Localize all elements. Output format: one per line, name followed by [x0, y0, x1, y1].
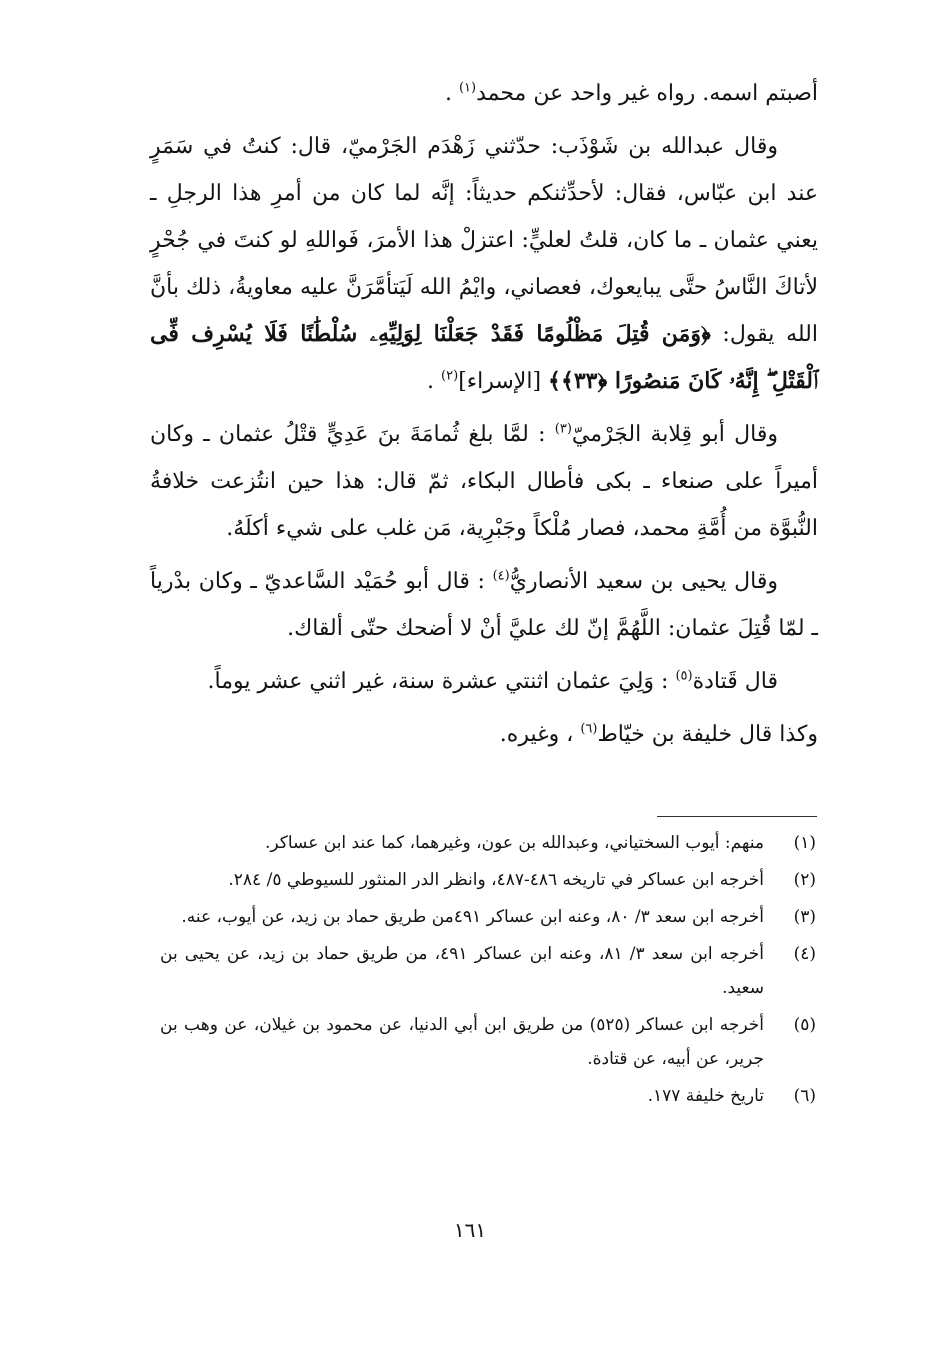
- footnote-text: أخرجه ابن عساكر (٥٢٥) من طريق ابن أبي الدنيا، عن محمود بن غيلان، عن وهب بن جرير، عن أبيه، عن قتادة.: [160, 1015, 764, 1069]
- paragraph-1-tail: .: [444, 81, 459, 106]
- footnote-5: [160, 1008, 816, 1076]
- footnote-ref-3: (٣): [554, 421, 572, 437]
- footnote-ref-4: (٤): [492, 568, 510, 584]
- paragraph-5-text: قال قَتادة: [692, 669, 778, 694]
- paragraph-6-text: وكذا قال خليفة بن خيّاط: [597, 722, 818, 747]
- footnote-text: أخرجه ابن سعد ٣/ ٨١، وعنه ابن عساكر ٤٩١، من طريق حماد بن زيد، عن يحيى بن سعيد.: [160, 944, 764, 998]
- footnote-ref-6: (٦): [580, 721, 598, 737]
- footnote-text: تاريخ خليفة ١٧٧.: [647, 1086, 764, 1106]
- footnote-number: (١): [793, 833, 816, 853]
- paragraph-2-text: وقال عبدالله بن شَوْذَب: حدّثني زَهْدَم الجَرْميّ، قال: كنتُ في سَمَرٍ عند ابن عبّاس، فقال: لأحدِّثنكم حديثاً: إنَّه لما كان من أمرِ هذا الرجلِ ـ يعني عثمان ـ ما كان، قلتُ لعليٍّ: اعتزلْ هذا الأمرَ، فَواللهِ لو كنتَ في جُحْرٍ لأتاكَ النَّاسُ حتَّى يبايعوك، فعصاني، وايْمُ الله لَيَتأمَّرَنَّ عليه معاويةُ، ذلك بأنَّ الله يقول:: [150, 134, 818, 347]
- paragraph-5-tail: : وَلِيَ عثمان اثنتي عشرة سنة، غير اثني عشر يوماً.: [207, 669, 676, 694]
- paragraph-6-tail: ، وغيره.: [499, 722, 581, 747]
- footnote-number: (٢): [793, 870, 816, 890]
- footnote-text: أخرجه ابن سعد ٣/ ٨٠، وعنه ابن عساكر ٤٩١من طريق حماد بن زيد، عن أيوب، عنه.: [181, 907, 764, 927]
- footnote-separator: [657, 816, 817, 817]
- footnote-1: [160, 826, 816, 860]
- footnote-4: [160, 937, 816, 1005]
- paragraph-3-text: وقال أبو قِلابة الجَرْميّ: [571, 422, 778, 447]
- paragraph-4-text: وقال يحيى بن سعيد الأنصاريُّ: [509, 569, 778, 594]
- footnote-2: [160, 863, 816, 897]
- main-text: [150, 70, 818, 764]
- paragraph-4-tail: : قال أبو حُمَيْد السَّاعديّ ـ وكان بدْرياً ـ لمّا قُتِلَ عثمان: اللَّهُمَّ إنّ لك عليَّ أنْ لا أضحك حتّى ألقاك.: [150, 569, 818, 641]
- paragraph-1: [150, 70, 818, 117]
- footnote-6: [160, 1079, 816, 1113]
- page-number: ١٦١: [453, 1218, 487, 1242]
- paragraph-3-tail: : لمَّا بلغ ثُمامَةَ بنَ عَدِيٍّ قتْلُ عثمان ـ وكان أميراً على صنعاء ـ بكى فأطال البكاء، ثمّ قال: هذا حين انتُزعت خلافةُ النُّبوَّة من أُمَّةِ محمد، فصار مُلْكاً وجَبْرِية، مَن غلب على شيء أكلَهُ.: [150, 422, 818, 541]
- footnote-number: (٦): [793, 1086, 816, 1106]
- footnote-3: [160, 900, 816, 934]
- footnote-number: (٤): [793, 944, 816, 964]
- footnote-text: منهم: أيوب السختياني، وعبدالله بن عون، وغيرهما، كما عند ابن عساكر.: [264, 833, 764, 853]
- paragraph-5: [150, 658, 818, 705]
- paragraph-3: [150, 411, 818, 552]
- footnote-number: (٣): [793, 907, 816, 927]
- paragraph-2-tail: .: [427, 369, 442, 394]
- footnote-text: أخرجه ابن عساكر في تاريخه ٤٨٦-٤٨٧، وانظر الدر المنثور للسيوطي ٥/ ٢٨٤.: [228, 870, 764, 890]
- footnote-ref-2: (٢): [441, 368, 459, 384]
- paragraph-4: [150, 558, 818, 652]
- footnotes: [160, 826, 816, 1116]
- paragraph-6: [150, 711, 818, 758]
- surah-reference: [الإسراء]: [458, 369, 549, 394]
- paragraph-1-text: أصبتم اسمه. رواه غير واحد عن محمد: [476, 81, 818, 106]
- footnote-ref-5: (٥): [675, 668, 693, 684]
- footnote-ref-1: (١): [458, 80, 477, 96]
- quran-verse: ﴿وَمَن قُتِلَ مَظْلُومًا فَقَدْ جَعَلْنَا لِوَلِيِّهِۦ سُلْطَٰنًا فَلَا يُسْرِف فِّى ٱلْقَتْلِ ۖ إِنَّهُۥ كَانَ مَنصُورًا ﴿٣٣﴾﴾: [150, 321, 818, 394]
- paragraph-2: [150, 123, 818, 405]
- footnote-number: (٥): [793, 1015, 816, 1035]
